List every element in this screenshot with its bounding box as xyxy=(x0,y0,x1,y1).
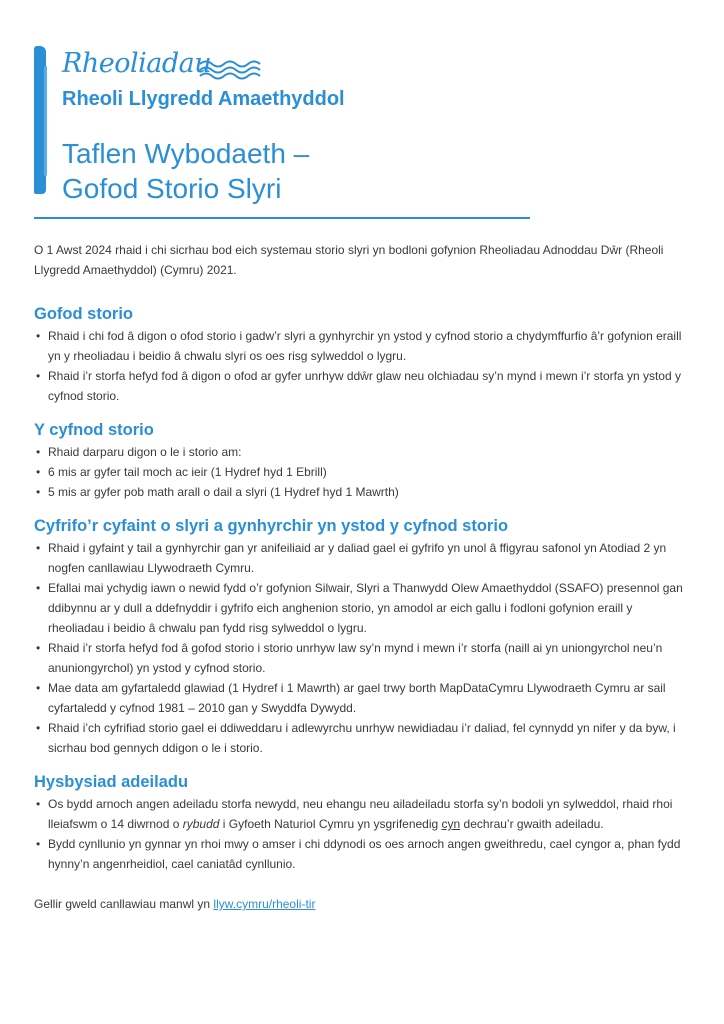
section-list-notice xyxy=(34,794,690,874)
section-list-storage xyxy=(34,326,690,406)
divider xyxy=(34,217,530,219)
list-item: • Rhaid i’r storfa hefyd fod â gofod storio i storio unrhyw law sy’n mynd i mewn i’r storfa (naill ai yn uniongyrchol neu’n anuniongyrchol) yn ystod y cyfnod storio. xyxy=(34,638,690,678)
subtitle: Rheoli Llygredd Amaethyddol xyxy=(62,88,345,110)
intro-paragraph: O 1 Awst 2024 rhaid i chi sicrhau bod eich systemau storio slyri yn bodloni gofynion Rheoliadau Adnoddau Dŵr (Rheoli Llygredd Amaethyddol) (Cymru) 2021. xyxy=(34,243,664,277)
section-heading-storage: Gofod storio xyxy=(34,305,133,323)
section-heading-notice: Hysbysiad adeiladu xyxy=(34,773,189,791)
list-item: • Rhaid i gyfaint y tail a gynhyrchir gan yr anifeiliaid ar y daliad gael ei gyfrifo yn unol â ffigyrau safonol yn Atodiad 2 yn nogfen canllawiau Llywodraeth Cymru. xyxy=(34,538,690,578)
notice-text-mid: i Gyfoeth Naturiol Cymru yn ysgrifenedig xyxy=(219,817,442,831)
waves-icon xyxy=(198,58,264,80)
list-item: • Bydd cynllunio yn gynnar yn rhoi mwy o amser i chi ddynodi os oes arnoch angen gweithredu, cael cyngor a, phan fydd hynny’n angenrheidiol, cael caniatâd cynllunio. xyxy=(34,834,690,874)
list-item: • 5 mis ar gyfer pob math arall o dail a slyri (1 Hydref hyd 1 Mawrth) xyxy=(34,482,690,502)
title-line-2: Gofod Storio Slyri xyxy=(62,173,282,204)
script-title: Rheoliadau xyxy=(62,48,212,79)
section-list-volume xyxy=(34,538,690,758)
section-heading-volume: Cyfrifo’r cyfaint o slyri a gynhyrchir yn ystod y cyfnod storio xyxy=(34,517,509,535)
list-item: • Rhaid darparu digon o le i storio am: xyxy=(34,442,690,462)
notice-text-pre: Os bydd arnoch angen adeiladu storfa newydd, neu ehangu neu ailadeiladu storfa sy’n bodoli yn sylweddol, rhaid rhoi lleiafswm o 14 diwrnod o xyxy=(48,797,673,831)
list-item: • 6 mis ar gyfer tail moch ac ieir (1 Hydref hyd 1 Ebrill) xyxy=(34,462,690,482)
title-line-1: Taflen Wybodaeth – xyxy=(62,138,310,169)
list-item: • Rhaid i chi fod â digon o ofod storio i gadw’r slyri a gynhyrchir yn ystod y cyfnod storio a chydymffurfio â’r gofynion eraill yn y rheoliadau i beidio â chwalu slyri os oes risg sylweddol o lygru. xyxy=(34,326,690,366)
brush-stroke-decoration xyxy=(34,46,46,194)
notice-text-post: dechrau’r gwaith adeiladu. xyxy=(460,817,604,831)
footer-link[interactable]: llyw.cymru/rheoli-tir xyxy=(213,897,316,911)
page-title xyxy=(62,136,309,206)
notice-text-emphasis: rybudd xyxy=(182,817,220,831)
list-item: • Mae data am gyfartaledd glawiad (1 Hydref i 1 Mawrth) ar gael trwy borth MapDataCymru Llywodraeth Cymru ar sail cyfartaledd y cyfnod 1981 – 2010 gan y Swyddfa Dywydd. xyxy=(34,678,690,718)
section-list-period xyxy=(34,442,690,502)
list-item: • Rhaid i’ch cyfrifiad storio gael ei ddiweddaru i adlewyrchu unrhyw newidiadau i’r daliad, fel cynnydd yn nifer y da byw, i sicrhau bod gennych ddigon o le i storio. xyxy=(34,718,690,758)
section-heading-period: Y cyfnod storio xyxy=(34,421,154,439)
list-item xyxy=(34,794,690,834)
list-item: • Efallai mai ychydig iawn o newid fydd o’r gofynion Silwair, Slyri a Thanwydd Olew Amaethyddol (SSAFO) presennol gan ddibynnu ar y dull a ddefnyddir i gyfrifo eich anghenion storio, yn amodol ar eich gallu i fodloni gofynion eraill y rheoliadau i beidio â chwalu pan fydd risg sylweddol o lygru. xyxy=(34,578,690,638)
footer-text: Gellir gweld canllawiau manwl yn xyxy=(34,897,214,911)
footer-note xyxy=(34,894,690,914)
list-item: • Rhaid i’r storfa hefyd fod â digon o ofod ar gyfer unrhyw ddŵr glaw neu olchiadau sy’n mynd i mewn i’r storfa yn ystod y cyfnod storio. xyxy=(34,366,690,406)
document-body xyxy=(34,240,690,914)
notice-text-underlined: cyn xyxy=(441,817,461,831)
